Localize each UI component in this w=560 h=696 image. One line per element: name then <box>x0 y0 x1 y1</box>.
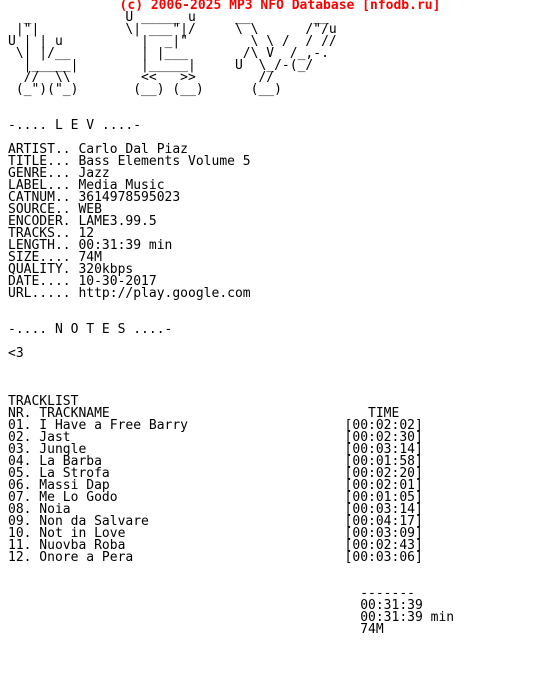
nfo-content: _ U _____ u __ __ |"| \| ___"|/ \ \ /"/u U | | u | _|" \ \ / / // \| |/__ | |___ /\ V /_,-. |_____| |_____| U \_/-(_/ // \\ << >> // (_")("_) (__) (__) (__) -.... L E V ....- ARTIST.. Carlo Dal Piaz TITLE... Bass Elements Volume 5 GENRE... Jazz LABEL... Media Music CATNUM.. 3614978595023 SOURCE.. WEB ENCODER. LAME3.99.5 TRACKS.. 12 LENGTH.. 00:31:39 min SIZE.... 74M QUALITY. 320kbps DATE.... 10-30-2017 URL..... http://play.google.com -.... N O T E S ....- <3 TRACKLIST NR. TRACKNAME TIME 01. I Have a Free Barry [00:02:02] 02. Jast [00:02:30] 03. Jungle [00:03:14] 04. La Barba [00:01:58] 05. La Strofa [00:02:20] 06. Massi Dap [00:02:01] 07. Me Lo Godo [00:01:05] 08. Noia [00:03:14] 09. Non da Salvare [00:04:17] 10. Not in Love [00:03:09] 11. Nuovba Roba [00:02:43] 12. Onore a Pera [00:03:06] ------- 00:31:39 00:31:39 min 74M <box>8 10 455 637</box>
nfodb-header: (c) 2006-2025 MP3 NFO Database [nfodb.ru] <box>119 0 441 13</box>
